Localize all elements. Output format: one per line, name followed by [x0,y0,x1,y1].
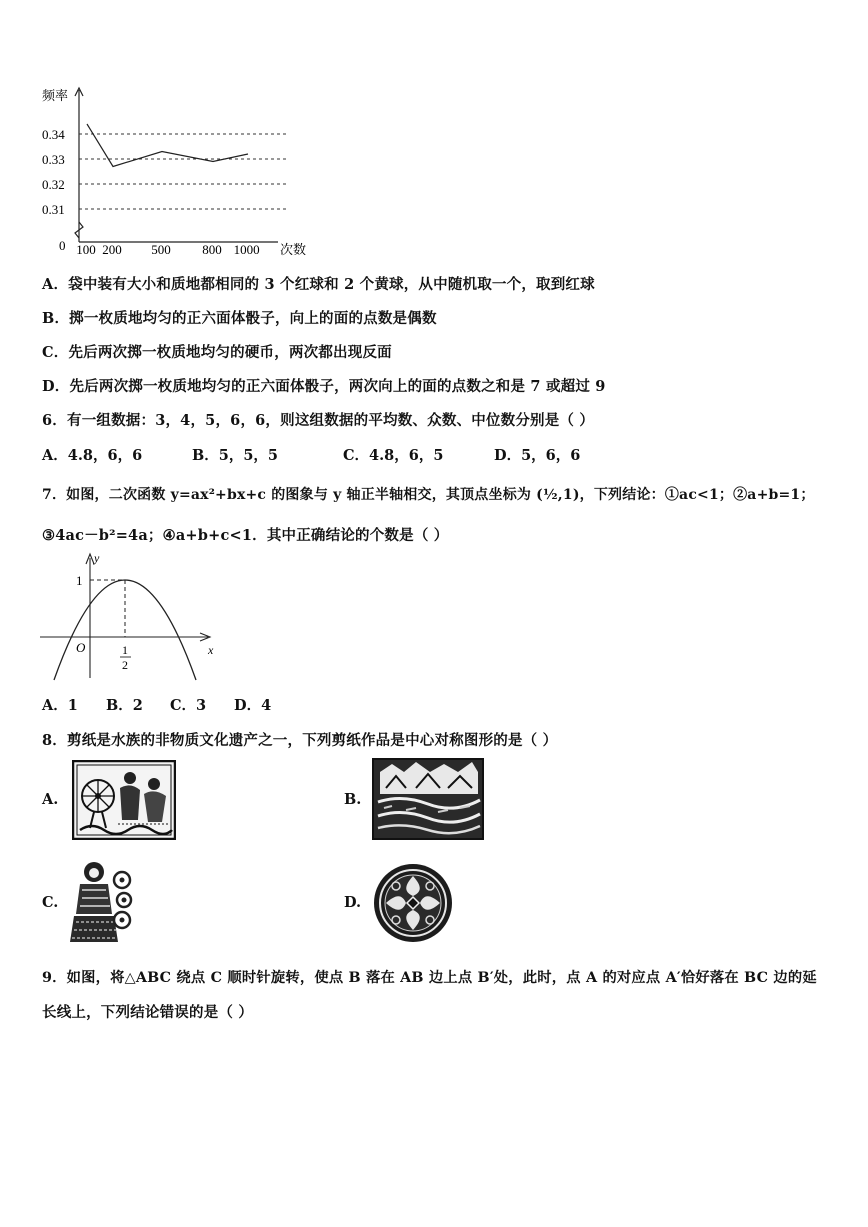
q8-label-d: D. [344,894,362,911]
q8-stem: 8．剪纸是水族的非物质文化遗产之一，下列剪纸作品是中心对称图形的是（ ） [42,732,558,749]
papercut-image-c [68,858,134,948]
q6-option-d: D．5，6，6 [494,447,581,464]
q6-stem: 6．有一组数据：3，4，5，6，6，则这组数据的平均数、众数、中位数分别是（ ） [42,412,595,429]
q9-line2: 长线上，下列结论错误的是（ ） [42,1004,254,1021]
chart-origin-label: 0 [59,238,66,253]
y-tick-label: 0.34 [42,127,65,142]
y-tick-label: 0.33 [42,152,65,167]
q7-stem-line1: 7．如图，二次函数 y=ax²+bx+c 的图象与 y 轴正半轴相交，其顶点坐标为 (½,1)，下列结论：①ac<1；②a+b=1； [42,487,815,503]
q8-label-c: C. [42,894,59,911]
y-tick-label: 0.32 [42,177,65,192]
chart-gridlines [79,134,288,209]
frequency-series-line [87,124,248,167]
q5-option-c: C．先后两次掷一枚质地均匀的硬币，两次都出现反面 [42,344,392,361]
papercut-image-d [372,862,454,944]
q8-label-b: B. [344,791,362,808]
graph-y-label: y [94,551,100,565]
q6-option-b: B．5，5，5 [192,447,279,464]
papercut-image-b [372,758,484,840]
x-tick-label: 200 [102,242,122,257]
frequency-chart [30,82,330,262]
x-tick-label: 500 [151,242,171,257]
graph-half-numerator: 1 [122,643,128,657]
q5-option-a: A．袋中装有大小和质地都相同的 3 个红球和 2 个黄球，从中随机取一个，取到红球 [42,276,595,293]
y-tick-label: 0.31 [42,202,65,217]
chart-ylabel: 频率 [42,88,69,103]
graph-origin-label: O [76,640,86,655]
q9-line1: 9．如图，将△ABC 绕点 C 顺时针旋转，使点 B 落在 AB 边上点 B′处，此时，点 A 的对应点 A′恰好落在 BC 边的延 [42,970,817,986]
q5-option-d: D．先后两次掷一枚质地均匀的正六面体骰子，两次向上的面的点数之和是 7 或超过 9 [42,378,606,395]
q7-stem-line2: ③4ac－b²=4a；④a+b+c<1．其中正确结论的个数是（ ） [42,527,449,544]
chart-xlabel: 次数 [280,242,307,257]
q7-option-c: C．3 [170,697,207,714]
x-tick-label: 1000 [233,242,260,257]
q6-option-c: C．4.8，6，5 [343,447,444,464]
q8-label-a: A. [42,791,59,808]
x-tick-label: 800 [202,242,222,257]
graph-half-denominator: 2 [122,658,128,672]
q5-option-b: B．掷一枚质地均匀的正六面体骰子，向上的面的点数是偶数 [42,310,437,327]
graph-one-label: 1 [76,573,83,588]
parabola-graph [38,548,228,688]
graph-x-label: x [208,643,214,657]
q7-option-d: D．4 [234,697,272,714]
papercut-image-a [72,760,176,840]
q6-option-a: A．4.8，6，6 [42,447,143,464]
q7-option-b: B．2 [106,697,143,714]
x-tick-label: 100 [76,242,96,257]
q7-option-a: A．1 [42,697,78,714]
